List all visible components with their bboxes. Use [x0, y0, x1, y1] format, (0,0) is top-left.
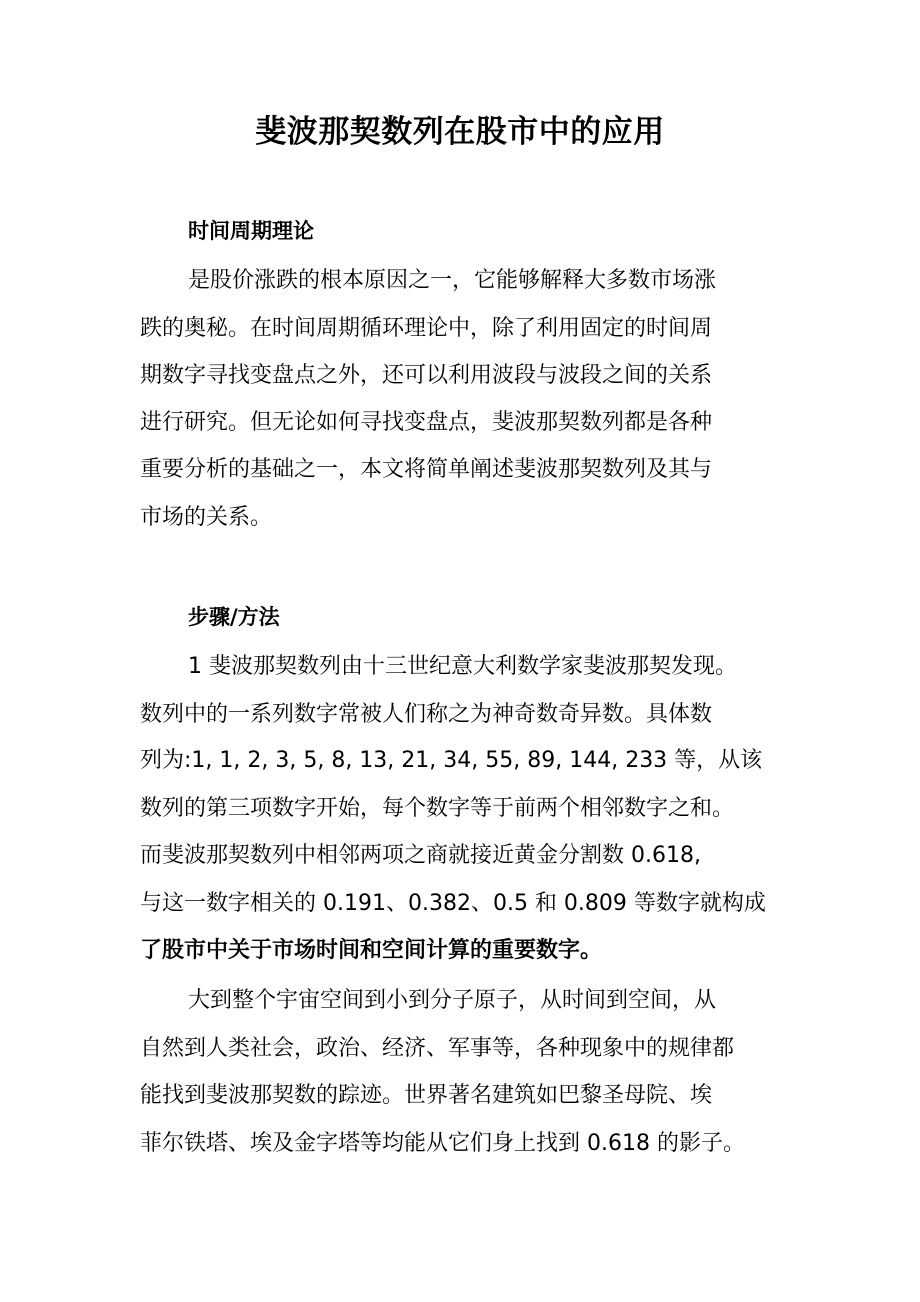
paragraph-line: 数列的第三项数字开始，每个数字等于前两个相邻数字之和。	[140, 796, 735, 821]
paragraph-line: 期数字寻找变盘点之外，还可以利用波段与波段之间的关系	[140, 363, 713, 388]
section-heading-steps: 步骤/方法	[188, 605, 280, 629]
section-heading-time-cycle: 时间周期理论	[188, 219, 314, 243]
paragraph-line: 重要分析的基础之一，本文将简单阐述斐波那契数列及其与	[140, 457, 713, 482]
paragraph-line: 与这一数字相关的 0.191、0.382、0.5 和 0.809 等数字就构成	[140, 891, 766, 916]
paragraph-line: 进行研究。但无论如何寻找变盘点，斐波那契数列都是各种	[140, 410, 713, 435]
paragraph-line: 跌的奥秘。在时间周期循环理论中，除了利用固定的时间周	[140, 316, 713, 341]
paragraph-line: 1 斐波那契数列由十三世纪意大利数学家斐波那契发现。	[188, 654, 737, 679]
paragraph-line: 菲尔铁塔、埃及金字塔等均能从它们身上找到 0.618 的影子。	[140, 1131, 745, 1156]
paragraph-line: 能找到斐波那契数的踪迹。世界著名建筑如巴黎圣母院、埃	[140, 1083, 713, 1108]
document-title: 斐波那契数列在股市中的应用	[255, 114, 665, 150]
paragraph-line: 数列中的一系列数字常被人们称之为神奇数奇异数。具体数	[140, 702, 713, 727]
paragraph-line: 了股市中关于市场时间和空间计算的重要数字。	[140, 938, 603, 963]
paragraph-line: 自然到人类社会，政治、经济、军事等，各种现象中的规律都	[140, 1036, 735, 1061]
paragraph-line: 而斐波那契数列中相邻两项之商就接近黄金分割数 0.618,	[140, 843, 701, 868]
paragraph-line: 大到整个宇宙空间到小到分子原子，从时间到空间，从	[188, 988, 717, 1013]
paragraph-line: 是股价涨跌的根本原因之一，它能够解释大多数市场涨	[188, 268, 717, 293]
paragraph-line: 市场的关系。	[140, 505, 273, 530]
paragraph-line: 列为:1, 1, 2, 3, 5, 8, 13, 21, 34, 55, 89, 144, 233 等，从该	[140, 748, 763, 773]
